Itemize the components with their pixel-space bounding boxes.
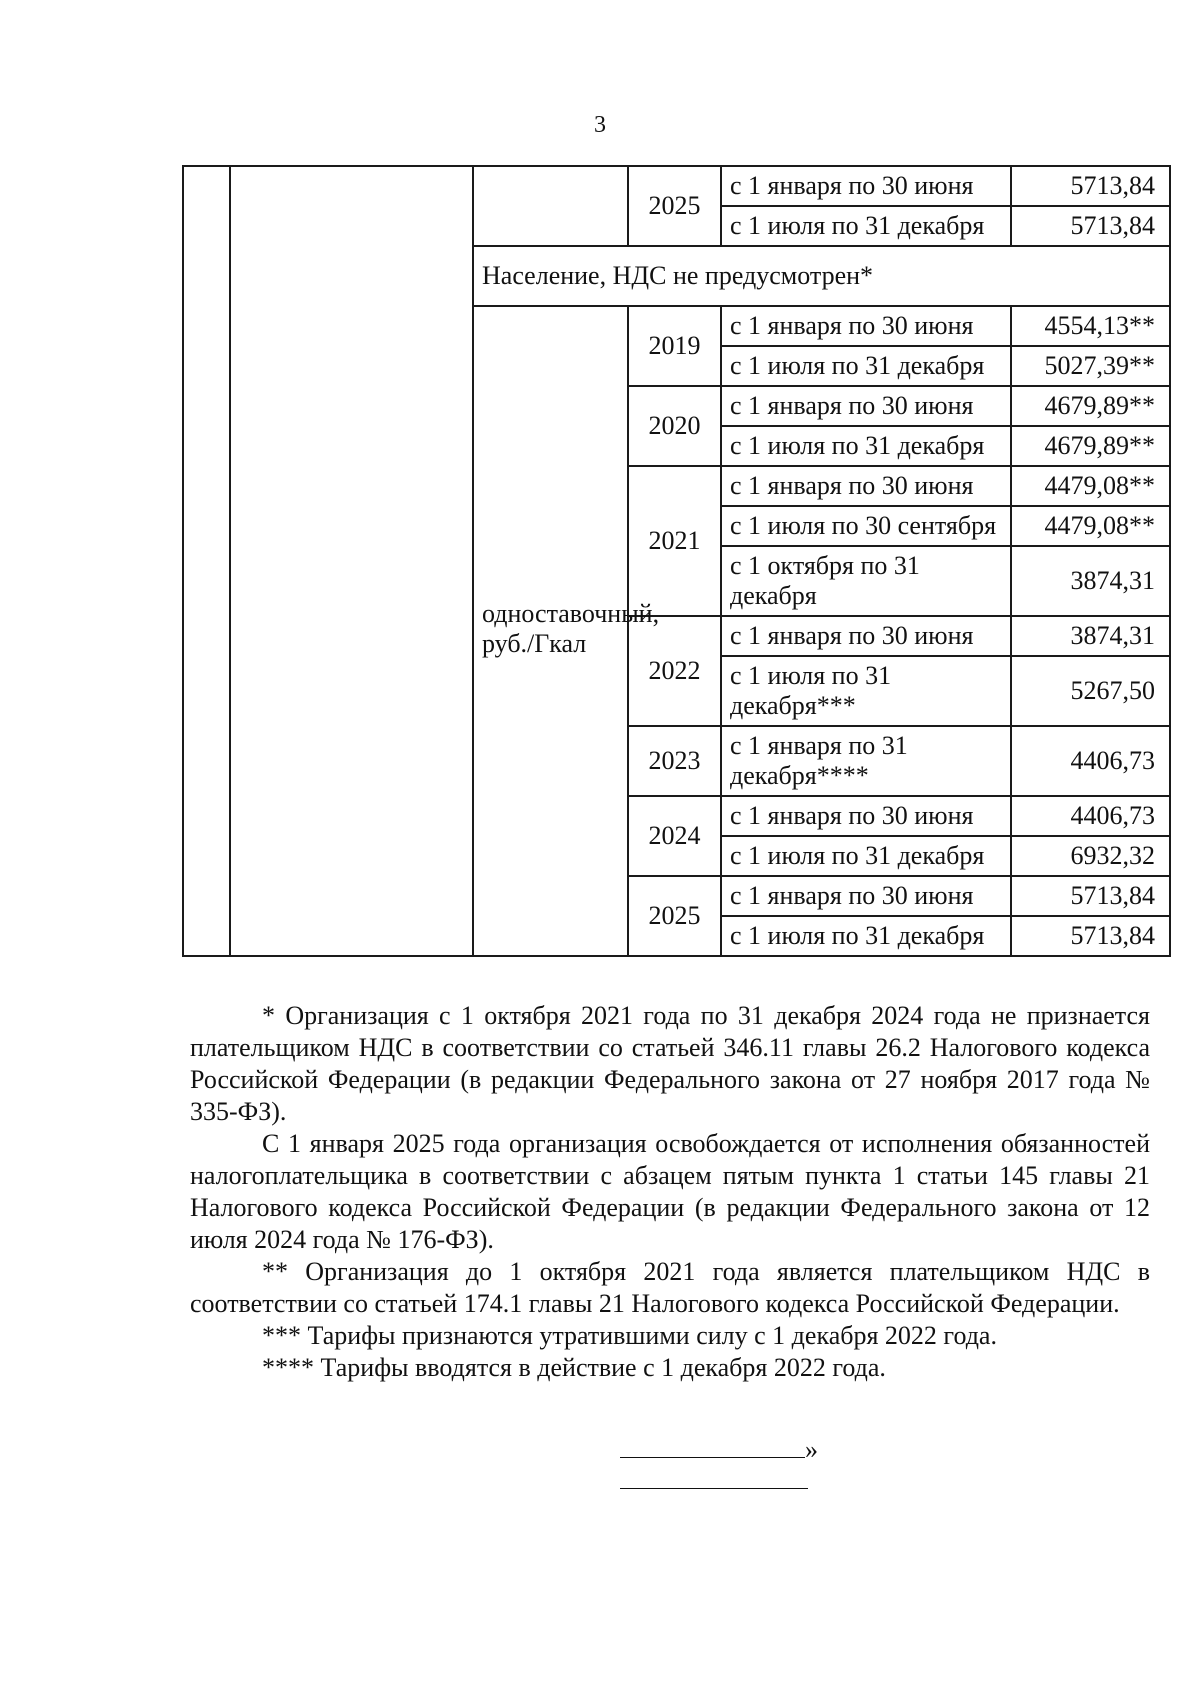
tariff-value-cell: 4679,89** — [1011, 386, 1170, 426]
year-cell: 2021 — [628, 466, 721, 616]
tariff-value-cell: 5713,84 — [1011, 916, 1170, 956]
footnote: * Организация с 1 октября 2021 года по 31 декабря 2024 года не признается плательщиком НДС в соответствии со статьей 346.11 главы 26.2 Налогового кодекса Российской Федерации (в редакции Федерального закона от 27 ноября 2017 года № 335-ФЗ). — [190, 1001, 1150, 1126]
tariff-table-body — [183, 166, 1170, 956]
tariff-value-cell: 6932,32 — [1011, 836, 1170, 876]
year-cell: 2025 — [628, 876, 721, 956]
tariff-value-cell: 4479,08** — [1011, 506, 1170, 546]
period-cell: с 1 июля по 31 декабря — [721, 206, 1011, 246]
unit-cell-empty — [473, 166, 628, 246]
year-cell: 2023 — [628, 726, 721, 796]
year-cell: 2022 — [628, 616, 721, 726]
period-cell: с 1 июля по 31 декабря — [721, 426, 1011, 466]
period-cell: с 1 июля по 30 сентября — [721, 506, 1011, 546]
period-cell: с 1 июля по 31 декабря — [721, 916, 1011, 956]
footnote: С 1 января 2025 года организация освобождается от исполнения обязанностей налогоплательщика в соответствии с абзацем пятым пункта 1 статьи 145 главы 21 Налогового кодекса Российской Федерации (в редакции Федерального закона от 12 июля 2024 года № 176-ФЗ). — [190, 1129, 1150, 1254]
period-cell: с 1 июля по 31 декабря — [721, 346, 1011, 386]
tariff-value-cell: 4554,13** — [1011, 306, 1170, 346]
period-cell: с 1 января по 30 июня — [721, 796, 1011, 836]
period-cell: с 1 января по 30 июня — [721, 466, 1011, 506]
period-cell: с 1 июля по 31 декабря — [721, 836, 1011, 876]
name-column-cell — [230, 166, 473, 956]
tariff-value-cell: 5713,84 — [1011, 876, 1170, 916]
period-cell: с 1 января по 30 июня — [721, 876, 1011, 916]
closing-quote-mark: » — [805, 1435, 818, 1464]
tariff-value-cell: 3874,31 — [1011, 616, 1170, 656]
number-column-cell — [183, 166, 230, 956]
year-cell: 2020 — [628, 386, 721, 466]
tariff-value-cell: 3874,31 — [1011, 546, 1170, 616]
period-cell: с 1 января по 30 июня — [721, 166, 1011, 206]
tariff-value-cell: 4406,73 — [1011, 796, 1170, 836]
tariff-value-cell: 4479,08** — [1011, 466, 1170, 506]
period-cell: с 1 января по 31 декабря**** — [721, 726, 1011, 796]
tariff-value-cell: 4679,89** — [1011, 426, 1170, 466]
period-cell: с 1 января по 30 июня — [721, 616, 1011, 656]
footnote: ** Организация до 1 октября 2021 года является плательщиком НДС в соответствии со статьей 174.1 главы 21 Налогового кодекса Российской Федерации. — [190, 1257, 1150, 1318]
period-cell: с 1 января по 30 июня — [721, 386, 1011, 426]
tariff-value-cell: 5713,84 — [1011, 206, 1170, 246]
tariff-value-cell: 5267,50 — [1011, 656, 1170, 726]
signature-line — [620, 1437, 805, 1458]
year-cell: 2024 — [628, 796, 721, 876]
year-cell: 2019 — [628, 306, 721, 386]
section-header: Население, НДС не предусмотрен* — [473, 246, 1170, 306]
footnotes — [190, 1000, 1150, 1384]
footnote: *** Тарифы признаются утратившими силу с 1 декабря 2022 года. — [262, 1321, 997, 1350]
period-cell: с 1 октября по 31 декабря — [721, 546, 1011, 616]
tariff-value-cell: 5027,39** — [1011, 346, 1170, 386]
page-number: 3 — [594, 112, 606, 138]
table-row — [183, 166, 1170, 206]
separator-line — [620, 1488, 808, 1489]
closing-signature — [620, 1435, 818, 1465]
unit-label-cell: одноставочный, руб./Гкал — [473, 306, 628, 956]
tariff-value-cell: 5713,84 — [1011, 166, 1170, 206]
tariff-value-cell: 4406,73 — [1011, 726, 1170, 796]
footnote: **** Тарифы вводятся в действие с 1 декабря 2022 года. — [262, 1353, 886, 1382]
period-cell: с 1 июля по 31 декабря*** — [721, 656, 1011, 726]
tariff-table — [182, 165, 1171, 957]
period-cell: с 1 января по 30 июня — [721, 306, 1011, 346]
year-cell: 2025 — [628, 166, 721, 246]
